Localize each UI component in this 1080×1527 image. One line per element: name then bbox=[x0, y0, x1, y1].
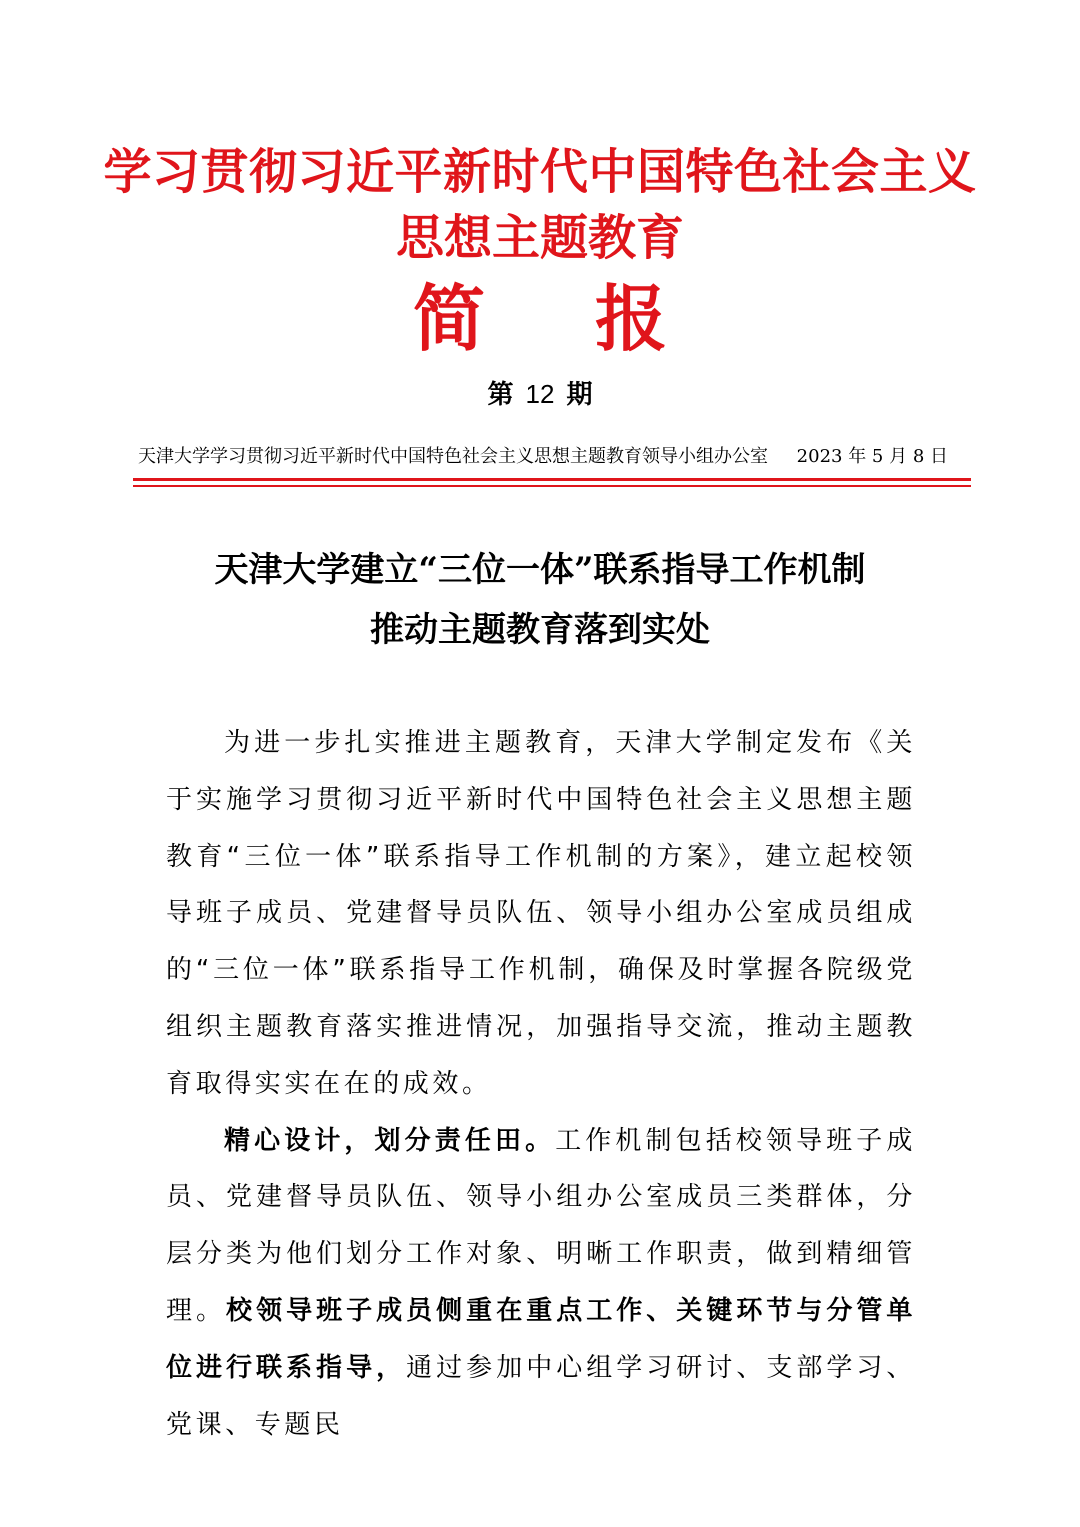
header-rule-thick bbox=[133, 478, 971, 481]
issue-prefix: 第 bbox=[487, 380, 514, 410]
paragraph-2-tail: 通过参加中心组学习研讨、支部学习、党课、专题民 bbox=[166, 1352, 916, 1440]
issuer-name: 天津大学学习贯彻习近平新时代中国特色社会主义思想主题教育领导小组办公室 bbox=[138, 446, 768, 467]
masthead-title-line2: 思想主题教育 bbox=[395, 210, 684, 266]
paragraph-1: 为进一步扎实推进主题教育，天津大学制定发布《关于实施学习贯彻习近平新时代中国特色社会主义思想主题教育“三位一体”联系指导工作机制的方案》，建立起校领导班子成员、党建督导员队伍、领导小组办公室成员组成的“三位一体”联系指导工作机制，确保及时掌握各院级党组织主题教育落实推进情况，加强指导交流，推动主题教育取得实实在在的成效。 bbox=[166, 728, 916, 1099]
header-rule-thin bbox=[133, 485, 971, 487]
paragraph-2 bbox=[166, 1113, 916, 1454]
paragraph-2-bold: 校领导班子成员侧重在重点工作、关键环节与分管单位进行联系指导， bbox=[166, 1295, 916, 1383]
paragraph-2-text: 工作机制包括校领导班子成员、党建督导员队伍、领导小组办公室成员三类群体，分层分类为他们划分工作对象、明晰工作职责，做到精细管理。 bbox=[166, 1125, 916, 1326]
article-title-line2: 推动主题教育落到实处 bbox=[370, 610, 710, 650]
paragraph-2-heading: 精心设计，划分责任田。 bbox=[224, 1125, 556, 1156]
masthead-title-line1: 学习贯彻习近平新时代中国特色社会主义 bbox=[103, 144, 977, 200]
masthead-briefing-title: 简报 bbox=[412, 277, 777, 361]
issue-number bbox=[0, 376, 1080, 413]
issue-suffix: 期 bbox=[566, 380, 593, 410]
issue-date: 2023 年 5 月 8 日 bbox=[796, 446, 948, 467]
article-body bbox=[166, 715, 916, 1453]
issue-value: 12 bbox=[525, 379, 555, 409]
article-title-line1: 天津大学建立“三位一体”联系指导工作机制 bbox=[214, 550, 866, 590]
